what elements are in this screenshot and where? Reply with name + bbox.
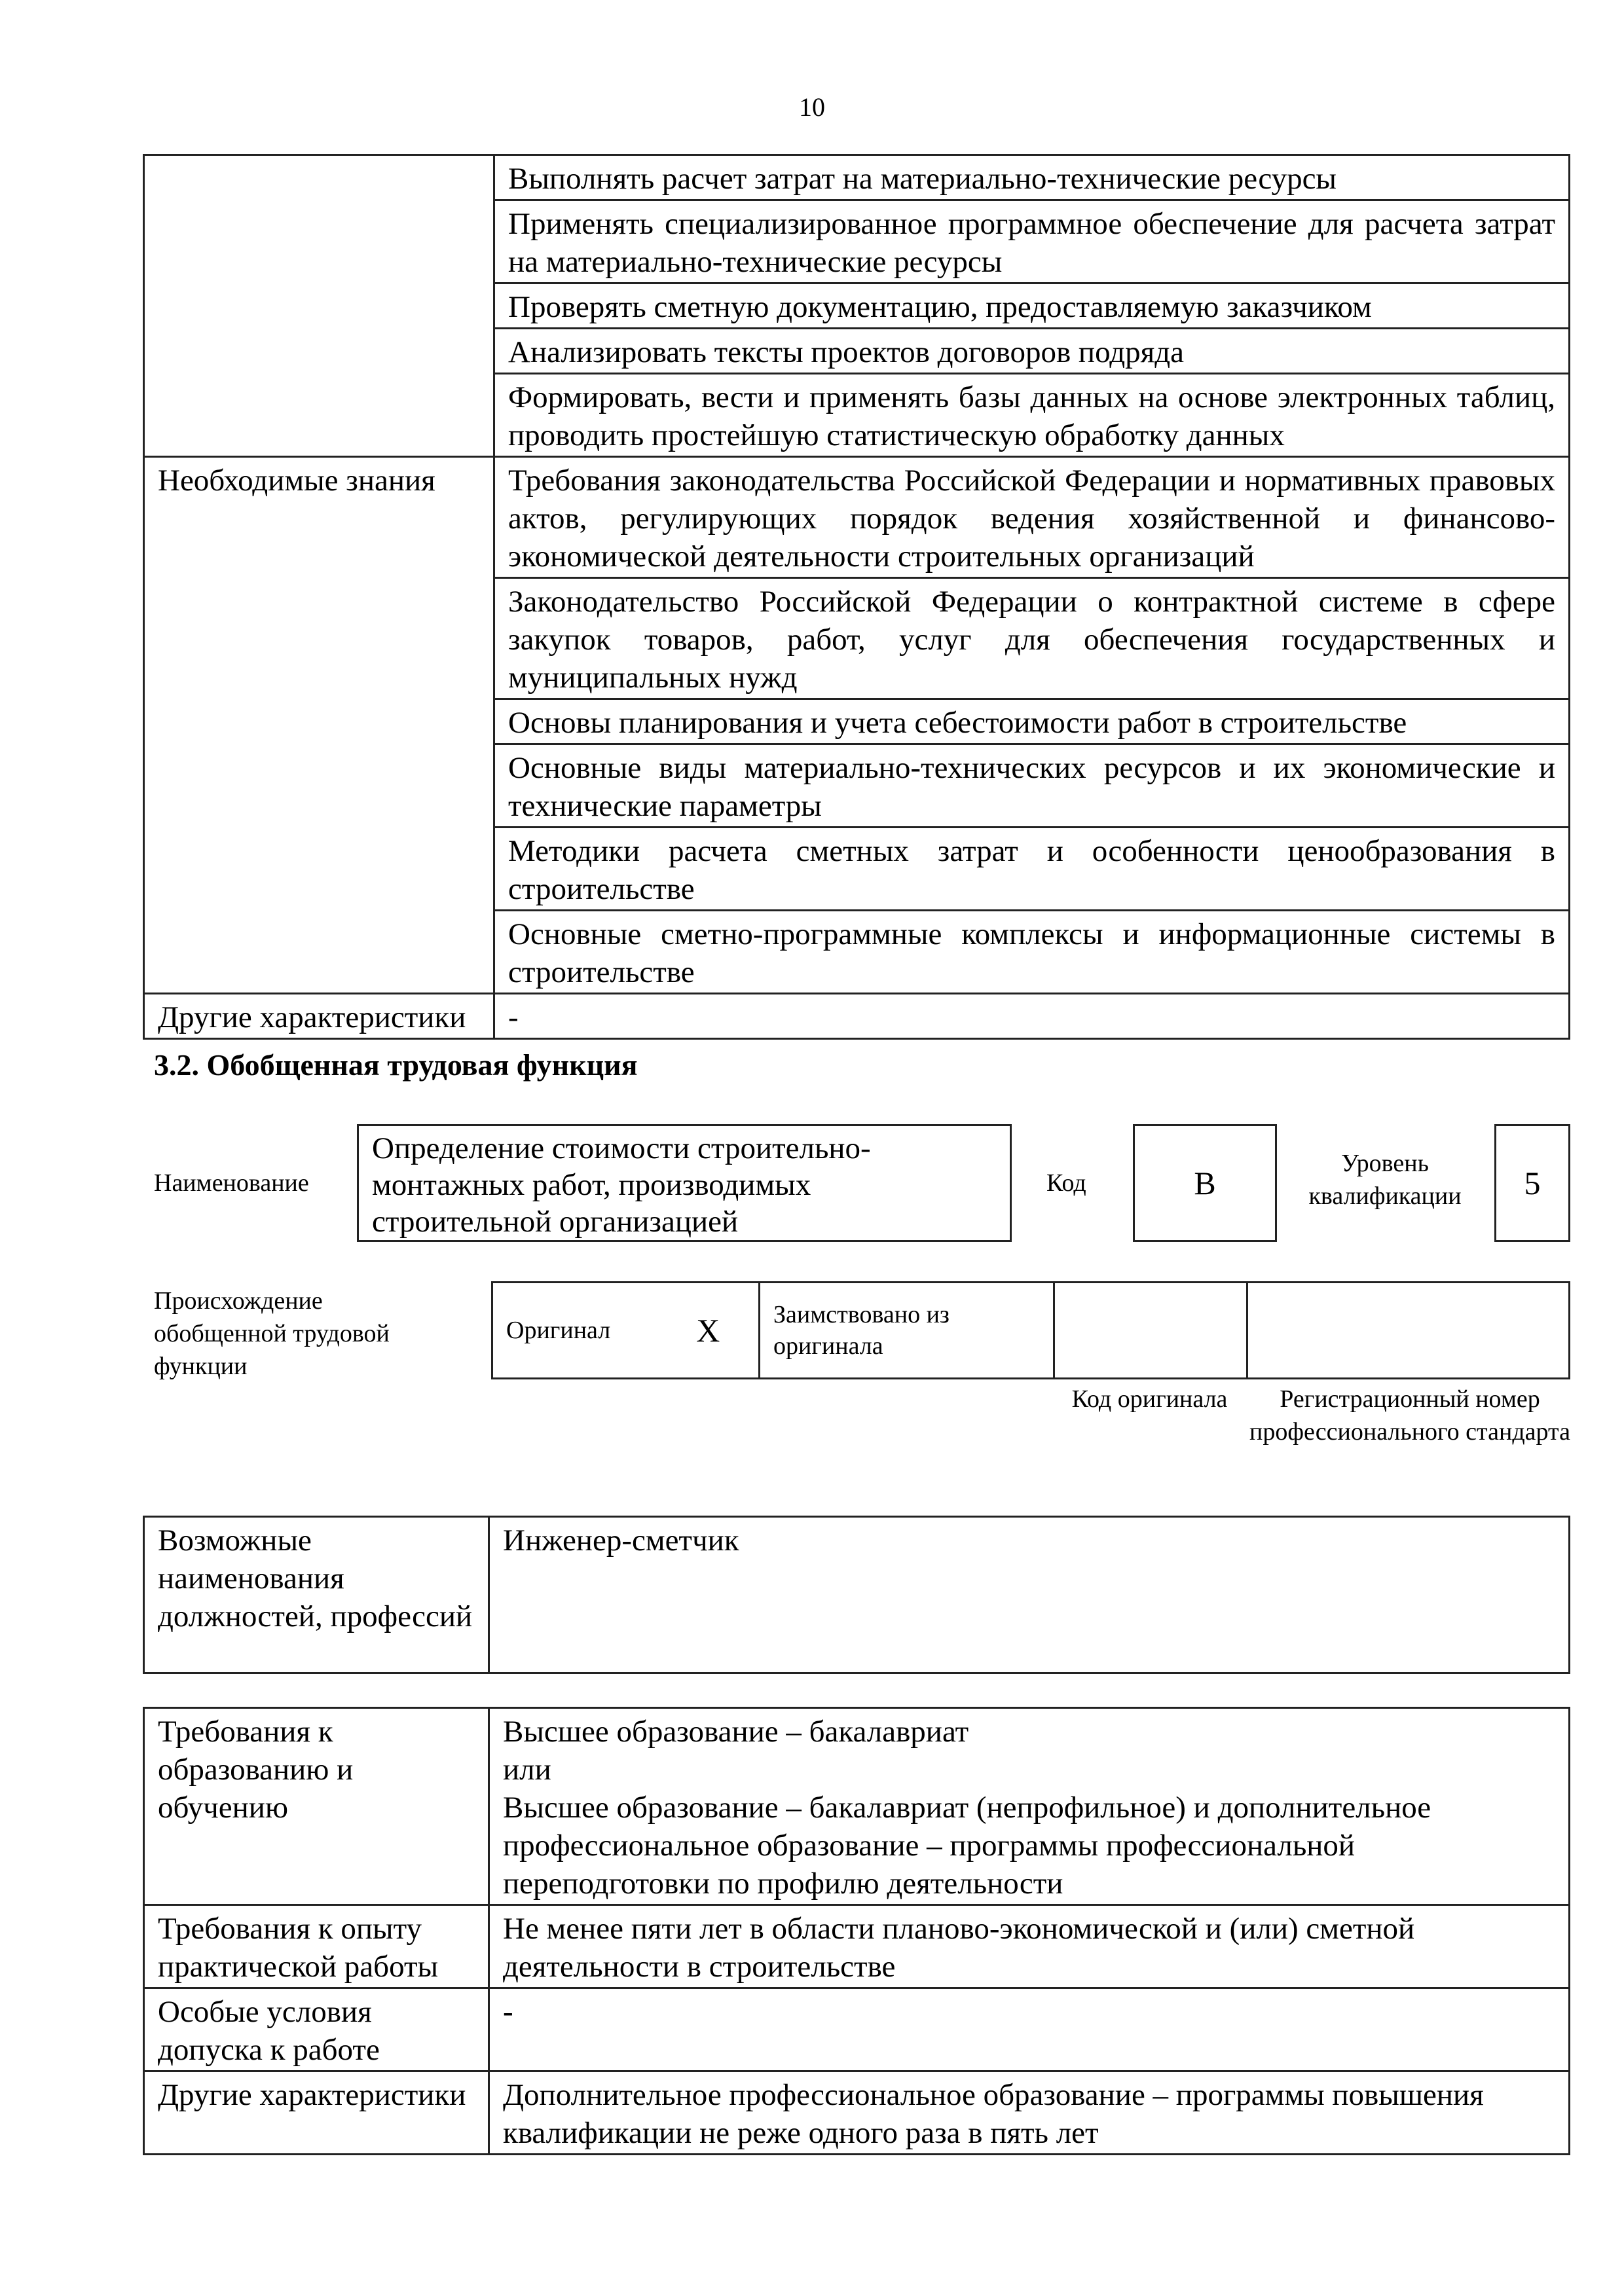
skill-item: Применять специализированное программное обеспечение для расчета затрат на материально-технические ресурсы	[494, 200, 1570, 283]
knowledge-item: Методики расчета сметных затрат и особенности ценообразования в строительстве	[494, 828, 1570, 911]
level-value-box: 5	[1494, 1124, 1570, 1242]
knowledge-item: Законодательство Российской Федерации о контрактной системе в сфере закупок товаров, работ, услуг для обеспечения государственных и муниципальных нужд	[494, 578, 1570, 699]
naming-label: Наименование	[154, 1169, 309, 1197]
experience-value: Не менее пяти лет в области планово-экономической и (или) сметной деятельности в строительстве	[489, 1905, 1570, 1988]
original-label: Оригинал	[492, 1283, 658, 1379]
code-label: Код	[1046, 1169, 1086, 1197]
origin-table	[491, 1281, 1570, 1379]
table-row	[144, 1905, 1570, 1988]
positions-table	[143, 1516, 1570, 1674]
skill-item: Анализировать тексты проектов договоров подряда	[494, 329, 1570, 374]
code-caption: Код оригинала	[1071, 1385, 1228, 1413]
requirements-table	[143, 1707, 1570, 2155]
other-characteristics-label: Другие характеристики	[144, 994, 494, 1039]
origin-label: Происхождение обобщенной трудовой функции	[154, 1287, 390, 1380]
skills-knowledge-table	[143, 154, 1570, 1040]
conditions-label: Особые условия допуска к работе	[144, 1988, 489, 2071]
section-title: 3.2. Обобщенная трудовая функция	[154, 1048, 638, 1082]
table-row	[492, 1283, 1570, 1379]
original-mark: X	[658, 1283, 760, 1379]
level-label: Уровень квалификации	[1308, 1150, 1462, 1210]
table-row	[144, 457, 1570, 578]
table-row	[144, 155, 1570, 200]
knowledge-item: Требования законодательства Российской Федерации и нормативных правовых актов, регулирующих порядок ведения хозяйственной и финансово-экономической деятельности строительных организаций	[494, 457, 1570, 578]
education-value	[489, 1708, 1570, 1905]
conditions-value: -	[489, 1988, 1570, 2071]
table-row	[144, 1708, 1570, 1905]
education-line: Высшее образование – бакалавриат (непрофильное) и дополнительное профессиональное образование – программы профессиональной переподготовки по профилю деятельности	[503, 1791, 1431, 1901]
page-number: 10	[799, 92, 825, 122]
education-line: Высшее образование – бакалавриат	[503, 1715, 969, 1749]
code-value-box: B	[1133, 1124, 1277, 1242]
skill-item: Выполнять расчет затрат на материально-технические ресурсы	[494, 155, 1570, 200]
table-row	[144, 1517, 1570, 1673]
table-row	[144, 994, 1570, 1039]
table-row	[144, 2071, 1570, 2155]
reg-caption: Регистрационный номер профессионального стандарта	[1249, 1385, 1570, 1446]
skill-item: Формировать, вести и применять базы данных на основе электронных таблиц, проводить простейшую статистическую обработку данных	[494, 374, 1570, 457]
origin-code-cell	[1054, 1283, 1247, 1379]
origin-reg-cell	[1247, 1283, 1570, 1379]
naming-value-box: Определение стоимости строительно-монтажных работ, производимых строительной организацией	[357, 1124, 1012, 1242]
other-characteristics-value: -	[494, 994, 1570, 1039]
knowledge-item: Основные сметно-программные комплексы и информационные системы в строительстве	[494, 911, 1570, 994]
knowledge-item: Основы планирования и учета себестоимости работ в строительстве	[494, 699, 1570, 744]
education-line: или	[503, 1753, 551, 1787]
knowledge-label: Необходимые знания	[144, 457, 494, 994]
skills-label-cell	[144, 155, 494, 457]
positions-label: Возможные наименования должностей, профессий	[144, 1517, 489, 1673]
knowledge-item: Основные виды материально-технических ресурсов и их экономические и технические параметры	[494, 744, 1570, 828]
table-row	[144, 1988, 1570, 2071]
other-label: Другие характеристики	[144, 2071, 489, 2155]
skill-item: Проверять сметную документацию, предоставляемую заказчиком	[494, 283, 1570, 329]
other-value: Дополнительное профессиональное образование – программы повышения квалификации не реже одного раза в пять лет	[489, 2071, 1570, 2155]
education-label: Требования к образованию и обучению	[144, 1708, 489, 1905]
borrowed-label: Заимствовано из оригинала	[760, 1283, 1054, 1379]
experience-label: Требования к опыту практической работы	[144, 1905, 489, 1988]
positions-value: Инженер-сметчик	[489, 1517, 1570, 1673]
